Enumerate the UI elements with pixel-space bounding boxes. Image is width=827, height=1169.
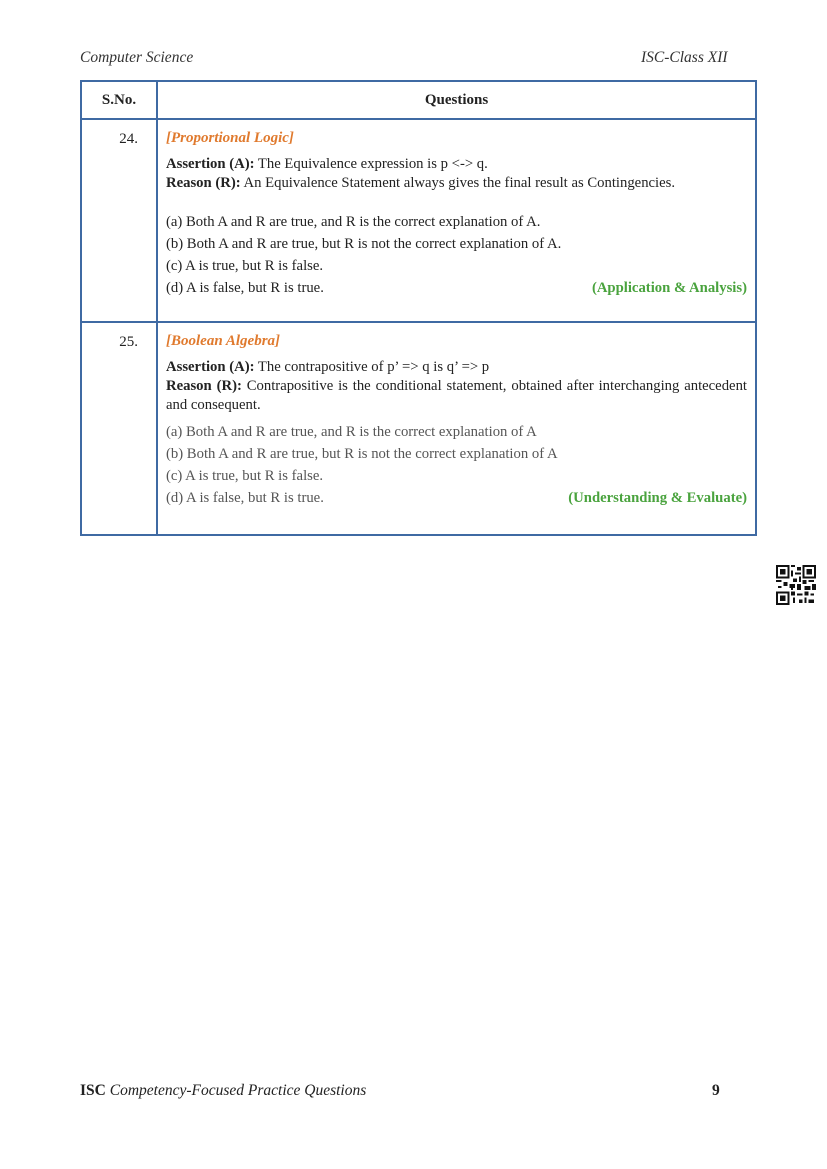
reason — [166, 377, 747, 415]
column-header-sno: S.No. — [81, 81, 157, 119]
option-b: (b) Both A and R are true, but R is not the correct explanation of A — [166, 446, 558, 462]
footer-brand: ISC — [80, 1082, 106, 1099]
column-header-questions: Questions — [157, 81, 756, 119]
footer-title — [80, 1082, 366, 1100]
option-a: (a) Both A and R are true, and R is the correct explanation of A. — [166, 214, 541, 230]
question-topic: [Proportional Logic] — [166, 130, 294, 146]
option-d: (d) A is false, but R is true. — [166, 490, 324, 506]
header-subject: Computer Science — [80, 49, 194, 66]
table-header-row — [81, 81, 756, 119]
question-cell — [157, 322, 756, 535]
assertion — [166, 358, 747, 377]
footer-subtitle: Competency-Focused Practice Questions — [105, 1082, 367, 1099]
option-d-line — [166, 279, 747, 298]
option-d-line — [166, 489, 747, 508]
qr-code-icon — [776, 565, 816, 605]
reason-text: Contrapositive is the conditional statement, obtained after interchanging antecedent and consequent. — [166, 378, 747, 413]
reason-label: Reason (R): — [166, 378, 242, 394]
assertion — [166, 155, 747, 174]
assertion-label: Assertion (A): — [166, 359, 255, 375]
cognitive-level-tag: (Application & Analysis) — [591, 280, 747, 296]
option-c: (c) A is true, but R is false. — [166, 258, 324, 274]
reason-text: An Equivalence Statement always gives the final result as Contingencies. — [240, 175, 676, 191]
page-number: 9 — [712, 1082, 720, 1099]
reason — [166, 174, 747, 193]
option-a: (a) Both A and R are true, and R is the correct explanation of A — [166, 424, 537, 440]
option-d: (d) A is false, but R is true. — [166, 280, 324, 296]
question-cell — [157, 119, 756, 322]
table-row — [81, 322, 756, 535]
table-row — [81, 119, 756, 322]
questions-table — [80, 80, 757, 536]
assertion-text: The contrapositive of p’ => q is q’ => p — [254, 359, 490, 375]
question-number: 25. — [81, 322, 157, 535]
question-number: 24. — [81, 119, 157, 322]
option-c: (c) A is true, but R is false. — [166, 468, 324, 484]
reason-label: Reason (R): — [166, 175, 241, 191]
question-topic: [Boolean Algebra] — [166, 333, 281, 349]
assertion-label: Assertion (A): — [166, 156, 255, 172]
assertion-text: The Equivalence expression is p <-> q. — [254, 156, 488, 172]
header-class: ISC-Class XII — [641, 49, 728, 66]
option-b: (b) Both A and R are true, but R is not the correct explanation of A. — [166, 236, 562, 252]
cognitive-level-tag: (Understanding & Evaluate) — [568, 490, 747, 506]
